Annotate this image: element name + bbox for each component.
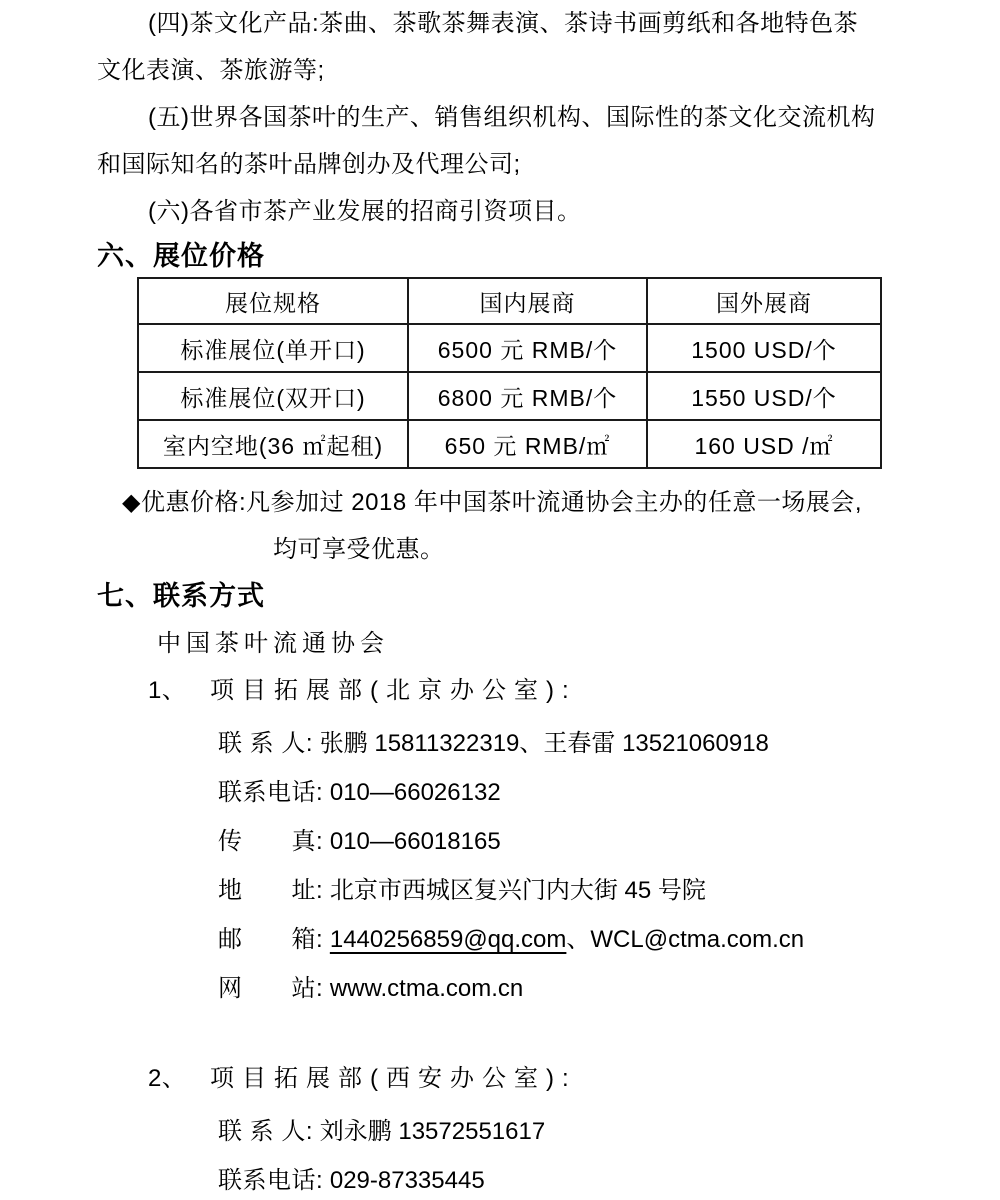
table-cell-domestic-price: 650 元 RMB/㎡ bbox=[408, 420, 647, 468]
contact-email-label: 邮 箱: bbox=[218, 926, 324, 953]
intro-line-5-cont: 和国际知名的茶叶品牌创办及代理公司; bbox=[97, 151, 521, 178]
table-row bbox=[138, 420, 881, 468]
contact-fax-label: 传 真: bbox=[218, 828, 324, 855]
table-cell-spec: 标准展位(双开口) bbox=[138, 372, 408, 420]
table-cell-domestic-price: 6500 元 RMB/个 bbox=[408, 324, 647, 372]
intro-line-4-cont: 文化表演、茶旅游等; bbox=[97, 57, 325, 84]
table-row bbox=[138, 372, 881, 420]
contact-phone-line bbox=[97, 1156, 960, 1200]
email-link[interactable]: 1440256859@qq.com bbox=[329, 926, 567, 953]
table-cell-spec: 标准展位(单开口) bbox=[138, 324, 408, 372]
intro-line-4: (四)茶文化产品:茶曲、茶歌茶舞表演、茶诗书画剪纸和各地特色茶 bbox=[148, 10, 859, 37]
contact-phone-value: 010—66026132 bbox=[329, 779, 501, 806]
section6-heading: 六、展位价格 bbox=[97, 241, 265, 271]
table-cell-foreign-price: 1500 USD/个 bbox=[647, 324, 881, 372]
office1-heading bbox=[97, 667, 960, 714]
table-cell-foreign-price: 1550 USD/个 bbox=[647, 372, 881, 420]
contact-phone-label: 联系电话: bbox=[218, 1167, 324, 1194]
contact-phone-label: 联系电话: bbox=[218, 779, 324, 806]
contact-address-line bbox=[97, 866, 960, 915]
office2-heading bbox=[97, 1055, 960, 1102]
table-row bbox=[138, 324, 881, 372]
office1-title: 项目拓展部(北京办公室): bbox=[210, 677, 577, 704]
office2-number: 2、 bbox=[148, 1065, 187, 1092]
contact-fax-value: 010—66018165 bbox=[329, 828, 501, 855]
contact-person-label: 联 系 人: bbox=[218, 1118, 314, 1145]
office2-title: 项目拓展部(西安办公室): bbox=[210, 1065, 577, 1092]
contact-fax-line bbox=[97, 817, 960, 866]
contact-person-line bbox=[97, 1107, 960, 1156]
table-cell-foreign-price: 160 USD /㎡ bbox=[647, 420, 881, 468]
office1-number: 1、 bbox=[148, 677, 187, 704]
contact-person-label: 联 系 人: bbox=[218, 730, 314, 757]
promo-note-line2: 均可享受优惠。 bbox=[273, 536, 445, 563]
contact-website-label: 网 站: bbox=[218, 975, 324, 1002]
intro-line-5: (五)世界各国茶叶的生产、销售组织机构、国际性的茶文化交流机构 bbox=[148, 104, 876, 131]
contact-person-value: 张鹏 15811322319、王春雷 13521060918 bbox=[319, 730, 769, 757]
price-table-header-row bbox=[138, 278, 881, 324]
contact-phone-line bbox=[97, 768, 960, 817]
contact-email-line bbox=[97, 915, 960, 964]
contact-person-value: 刘永鹏 13572551617 bbox=[319, 1118, 546, 1145]
contact-website-line bbox=[97, 964, 960, 1013]
table-header-domestic: 国内展商 bbox=[408, 278, 647, 324]
table-header-spec: 展位规格 bbox=[138, 278, 408, 324]
intro-line-6: (六)各省市茶产业发展的招商引资项目。 bbox=[148, 198, 582, 225]
contact-person-line bbox=[97, 719, 960, 768]
promo-note-line1: ◆优惠价格:凡参加过 2018 年中国茶叶流通协会主办的任意一场展会, bbox=[122, 489, 863, 516]
contact-website-value: www.ctma.com.cn bbox=[329, 975, 524, 1002]
office1-contact-block bbox=[97, 719, 960, 1013]
table-cell-domestic-price: 6800 元 RMB/个 bbox=[408, 372, 647, 420]
office2-contact-block bbox=[97, 1107, 960, 1200]
contact-address-value: 北京市西城区复兴门内大街 45 号院 bbox=[329, 877, 706, 904]
contact-phone-value: 029-87335445 bbox=[329, 1167, 485, 1194]
table-header-foreign: 国外展商 bbox=[647, 278, 881, 324]
contact-email-secondary: 、WCL@ctma.com.cn bbox=[566, 926, 805, 953]
section7-heading: 七、联系方式 bbox=[97, 581, 265, 611]
organization-name: 中国茶叶流通协会 bbox=[157, 630, 389, 657]
contact-address-label: 地 址: bbox=[218, 877, 324, 904]
table-cell-spec: 室内空地(36 ㎡起租) bbox=[138, 420, 408, 468]
price-table bbox=[137, 277, 882, 469]
